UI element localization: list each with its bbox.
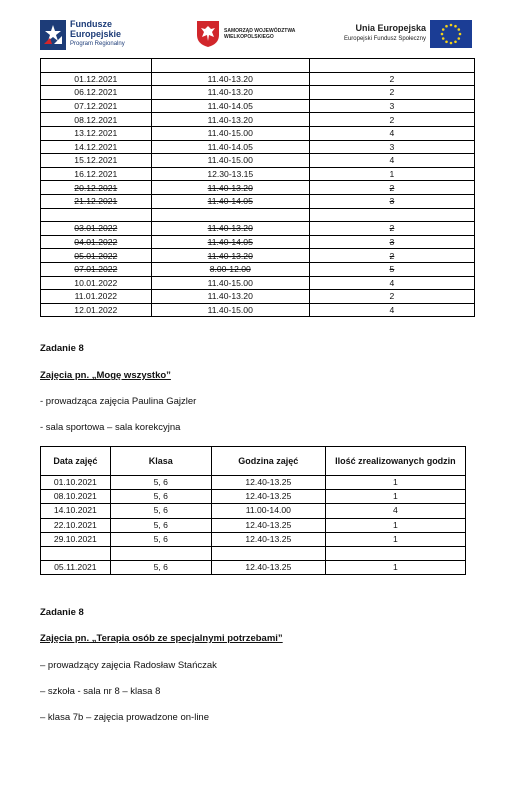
table-row <box>41 276 475 290</box>
fe-line1: Fundusze <box>70 19 112 29</box>
schedule-table-1 <box>40 58 475 317</box>
table-row <box>41 99 475 113</box>
cell-date: 21.12.2021 <box>41 194 152 208</box>
cell-hours: 4 <box>309 276 474 290</box>
cell-hours <box>309 208 474 222</box>
cell-time: 12.40-13.25 <box>211 476 325 490</box>
cell-date: 07.12.2021 <box>41 99 152 113</box>
table-header-row <box>41 447 466 476</box>
cell-class: 5, 6 <box>110 490 211 504</box>
unia-europejska-logo <box>330 18 472 54</box>
cell-hours: 1 <box>325 532 465 546</box>
cell-date: 05.01.2022 <box>41 249 152 263</box>
cell-date: 06.12.2021 <box>41 86 152 100</box>
wlkp-line2: WIELKOPOLSKIEGO <box>224 34 274 40</box>
section2-teacher: – prowadzący zajęcia Radosław Stańczak <box>40 660 217 671</box>
cell-time: 11.00-14.00 <box>211 504 325 518</box>
table-row <box>41 126 475 140</box>
cell-hours: 4 <box>325 504 465 518</box>
cell-date: 29.10.2021 <box>41 532 111 546</box>
cell-class: 5, 6 <box>110 561 211 575</box>
col-header-class: Klasa <box>110 447 211 476</box>
cell-date: 11.01.2022 <box>41 290 152 304</box>
cell-date <box>41 208 152 222</box>
cell-class <box>110 546 211 560</box>
col-header-hours: Ilość zrealizowanych godzin <box>325 447 465 476</box>
cell-time: 12.40-13.25 <box>211 561 325 575</box>
cell-time: 11.40-15.00 <box>151 303 309 317</box>
table-row <box>41 262 475 276</box>
table-row <box>41 490 466 504</box>
table-row <box>41 561 466 575</box>
cell-date: 07.01.2022 <box>41 262 152 276</box>
table-row <box>41 154 475 168</box>
cell-date: 08.12.2021 <box>41 113 152 127</box>
cell-date: 08.10.2021 <box>41 490 111 504</box>
cell-date: 12.01.2022 <box>41 303 152 317</box>
table-row <box>41 290 475 304</box>
eagle-shield-icon <box>196 20 220 48</box>
cell-time: 11.40-13.20 <box>151 181 309 195</box>
table-row <box>41 113 475 127</box>
cell-time <box>151 59 309 73</box>
cell-date: 14.10.2021 <box>41 504 111 518</box>
cell-time: 11.40-15.00 <box>151 154 309 168</box>
section2-room: – szkoła - sala nr 8 – klasa 8 <box>40 686 161 697</box>
cell-hours: 2 <box>309 113 474 127</box>
table-row <box>41 59 475 73</box>
cell-time: 11.40-13.20 <box>151 222 309 236</box>
header-logos <box>0 16 512 56</box>
cell-time: 11.40-13.20 <box>151 86 309 100</box>
cell-hours: 2 <box>309 222 474 236</box>
table-row <box>41 140 475 154</box>
schedule-table-2 <box>40 446 466 575</box>
cell-hours <box>325 546 465 560</box>
table-row <box>41 518 466 532</box>
table-row <box>41 86 475 100</box>
cell-hours: 2 <box>309 249 474 263</box>
table-row <box>41 208 475 222</box>
table-row <box>41 167 475 181</box>
cell-hours: 3 <box>309 235 474 249</box>
wielkopolska-logo <box>196 20 306 50</box>
cell-time: 11.40-13.20 <box>151 72 309 86</box>
cell-class: 5, 6 <box>110 504 211 518</box>
table-row <box>41 504 466 518</box>
cell-time: 12.40-13.25 <box>211 490 325 504</box>
cell-time: 11.40-14.05 <box>151 99 309 113</box>
table-row <box>41 476 466 490</box>
cell-date: 10.01.2022 <box>41 276 152 290</box>
cell-hours: 3 <box>309 194 474 208</box>
cell-hours: 3 <box>309 99 474 113</box>
cell-date <box>41 59 152 73</box>
cell-date: 20.12.2021 <box>41 181 152 195</box>
cell-time: 11.40-13.20 <box>151 113 309 127</box>
cell-time <box>151 208 309 222</box>
cell-time: 11.40-15.00 <box>151 126 309 140</box>
table-row <box>41 72 475 86</box>
cell-date: 03.01.2022 <box>41 222 152 236</box>
ue-line2: Europejski Fundusz Społeczny <box>343 36 426 42</box>
cell-hours: 4 <box>309 154 474 168</box>
section1-teacher: - prowadząca zajęcia Paulina Gajzler <box>40 396 197 407</box>
cell-date: 16.12.2021 <box>41 167 152 181</box>
section1-title: Zajęcia pn. „Mogę wszystko” <box>40 370 171 381</box>
cell-date: 04.01.2022 <box>41 235 152 249</box>
cell-hours <box>309 59 474 73</box>
section2-title: Zajęcia pn. „Terapia osób ze specjalnymi potrzebami” <box>40 633 283 644</box>
table-row <box>41 181 475 195</box>
table-row <box>41 194 475 208</box>
cell-date: 05.11.2021 <box>41 561 111 575</box>
cell-time: 11.40-14.05 <box>151 235 309 249</box>
cell-time: 12.40-13.25 <box>211 532 325 546</box>
cell-date: 01.12.2021 <box>41 72 152 86</box>
cell-time: 12.30-13.15 <box>151 167 309 181</box>
cell-time <box>211 546 325 560</box>
cell-hours: 1 <box>325 476 465 490</box>
section1-heading: Zadanie 8 <box>40 343 84 354</box>
cell-time: 11.40-14.05 <box>151 140 309 154</box>
table-row <box>41 222 475 236</box>
cell-date: 22.10.2021 <box>41 518 111 532</box>
cell-time: 11.40-14.05 <box>151 194 309 208</box>
cell-hours: 4 <box>309 126 474 140</box>
cell-hours: 1 <box>325 518 465 532</box>
table-row <box>41 249 475 263</box>
cell-hours: 5 <box>309 262 474 276</box>
section1-room: - sala sportowa – sala korekcyjna <box>40 422 181 433</box>
col-header-time: Godzina zajęć <box>211 447 325 476</box>
cell-time: 11.40-13.20 <box>151 249 309 263</box>
cell-time: 11.40-15.00 <box>151 276 309 290</box>
cell-date: 01.10.2021 <box>41 476 111 490</box>
cell-class: 5, 6 <box>110 476 211 490</box>
cell-date: 13.12.2021 <box>41 126 152 140</box>
cell-class: 5, 6 <box>110 518 211 532</box>
section2-heading: Zadanie 8 <box>40 607 84 618</box>
cell-time: 11.40-13.20 <box>151 290 309 304</box>
table-row <box>41 303 475 317</box>
cell-hours: 1 <box>325 561 465 575</box>
cell-time: 12.40-13.25 <box>211 518 325 532</box>
wlkp-line1: SAMORZĄD WOJEWÓDZTWA <box>224 28 296 34</box>
cell-date: 15.12.2021 <box>41 154 152 168</box>
ue-line1: Unia Europejska <box>355 23 426 33</box>
fundusze-europejskie-logo <box>40 18 170 54</box>
table-row <box>41 546 466 560</box>
cell-time: 8.00-12.00 <box>151 262 309 276</box>
table-row <box>41 235 475 249</box>
cell-date <box>41 546 111 560</box>
cell-hours: 3 <box>309 140 474 154</box>
cell-hours: 2 <box>309 72 474 86</box>
fe-line3: Program Regionalny <box>70 41 125 47</box>
table-row <box>41 532 466 546</box>
cell-hours: 2 <box>309 290 474 304</box>
col-header-date: Data zajęć <box>41 447 111 476</box>
cell-hours: 1 <box>325 490 465 504</box>
cell-date: 14.12.2021 <box>41 140 152 154</box>
cell-hours: 2 <box>309 181 474 195</box>
cell-hours: 2 <box>309 86 474 100</box>
cell-hours: 1 <box>309 167 474 181</box>
fe-line2: Europejskie <box>70 29 122 39</box>
eu-flag-icon <box>430 20 472 48</box>
cell-class: 5, 6 <box>110 532 211 546</box>
section2-online: – klasa 7b – zajęcia prowadzone on-line <box>40 712 209 723</box>
cell-hours: 4 <box>309 303 474 317</box>
fe-star-icon <box>40 20 66 50</box>
